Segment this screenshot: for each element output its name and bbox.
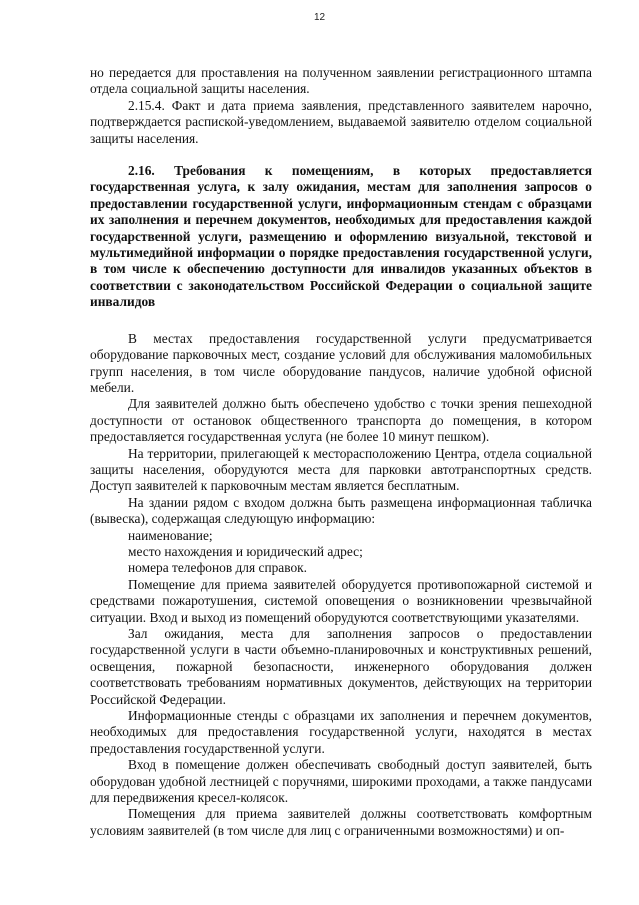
paragraph-waiting-hall: Зал ожидания, места для заполнения запросов о предоставлении государственной услуги в части объемно-планировочных и конструктивных решений, освещения, пожарной безопасности, инженерного оборудования должен соответствовать требованиям нормативных документов, действующих на территории Российской Федерации. (90, 626, 592, 707)
section-heading-2-16: 2.16. Требования к помещениям, в которых предоставляется государственная услуга, к залу ожидания, местам для заполнения запросов о предоставлении государственной услуги, информационным стендам с образцами их заполнения и перечнем документов, необходимых для предоставления каждой государственной услуги, размещению и оформлению визуальной, текстовой и мультимедийной информации о порядке предоставления государственной услуги, в том числе к обеспечению доступности для инвалидов указанных объектов в соответствии с законодательством Российской Федерации о социальной защите инвалидов (90, 163, 592, 310)
paragraph-fire-safety: Помещение для приема заявителей оборудуется противопожарной системой и средствами пожаротушения, системой оповещения о возникновении чрезвычайной ситуации. Вход и выход из помещений оборудуются соответствующими указателями. (90, 576, 592, 625)
paragraph-info-stands: Информационные стенды с образцами их заполнения и перечнем документов, необходимых для предоставления государственной услуги, находятся в местах предоставления государственной услуги. (90, 708, 592, 756)
page-number: 12 (313, 12, 326, 23)
paragraph-2-15-4: 2.15.4. Факт и дата приема заявления, представленного заявителем нарочно, подтверждается распиской-уведомлением, выдаваемой заявителю отделом социальной защиты населения. (90, 97, 592, 146)
paragraph-entrance: Вход в помещение должен обеспечивать свободный доступ заявителей, быть оборудован удобной лестницей с поручнями, широкими проходами, а также пандусами для передвижения кресел-колясок. (90, 757, 592, 806)
paragraph-continuation: но передается для проставления на полученном заявлении регистрационного штампа отдела социальной защиты населения. (90, 65, 592, 97)
paragraph-parking: В местах предоставления государственной услуги предусматривается оборудование парковочных мест, создание условий для обслуживания маломобильных групп населения, в том числе оборудование пандусов, наличие удобной офисной мебели. (90, 330, 592, 395)
paragraph-territory: На территории, прилегающей к месторасположению Центра, отдела социальной защиты населения, оборудуются места для парковки автотранспортных средств. Доступ заявителей к парковочным местам является бесплатным. (90, 445, 592, 494)
list-item-address: место нахождения и юридический адрес; (128, 543, 363, 559)
paragraph-signboard: На здании рядом с входом должна быть размещена информационная табличка (вывеска), содержащая следующую информацию: (90, 494, 592, 527)
document-body (90, 65, 592, 839)
paragraph-accessibility: Для заявителей должно быть обеспечено удобство с точки зрения пешеходной доступности от остановок общественного транспорта до помещения, в котором предоставляется государственная услуга (не более 10 минут пешком). (90, 396, 592, 445)
list-item-phones: номера телефонов для справок. (128, 560, 308, 576)
paragraph-premises-comfort: Помещения для приема заявителей должны соответствовать комфортным условиям заявителей (в том числе для лиц с ограниченными возможностями) и оп- (90, 806, 592, 838)
list-item-name: наименование; (128, 527, 213, 543)
